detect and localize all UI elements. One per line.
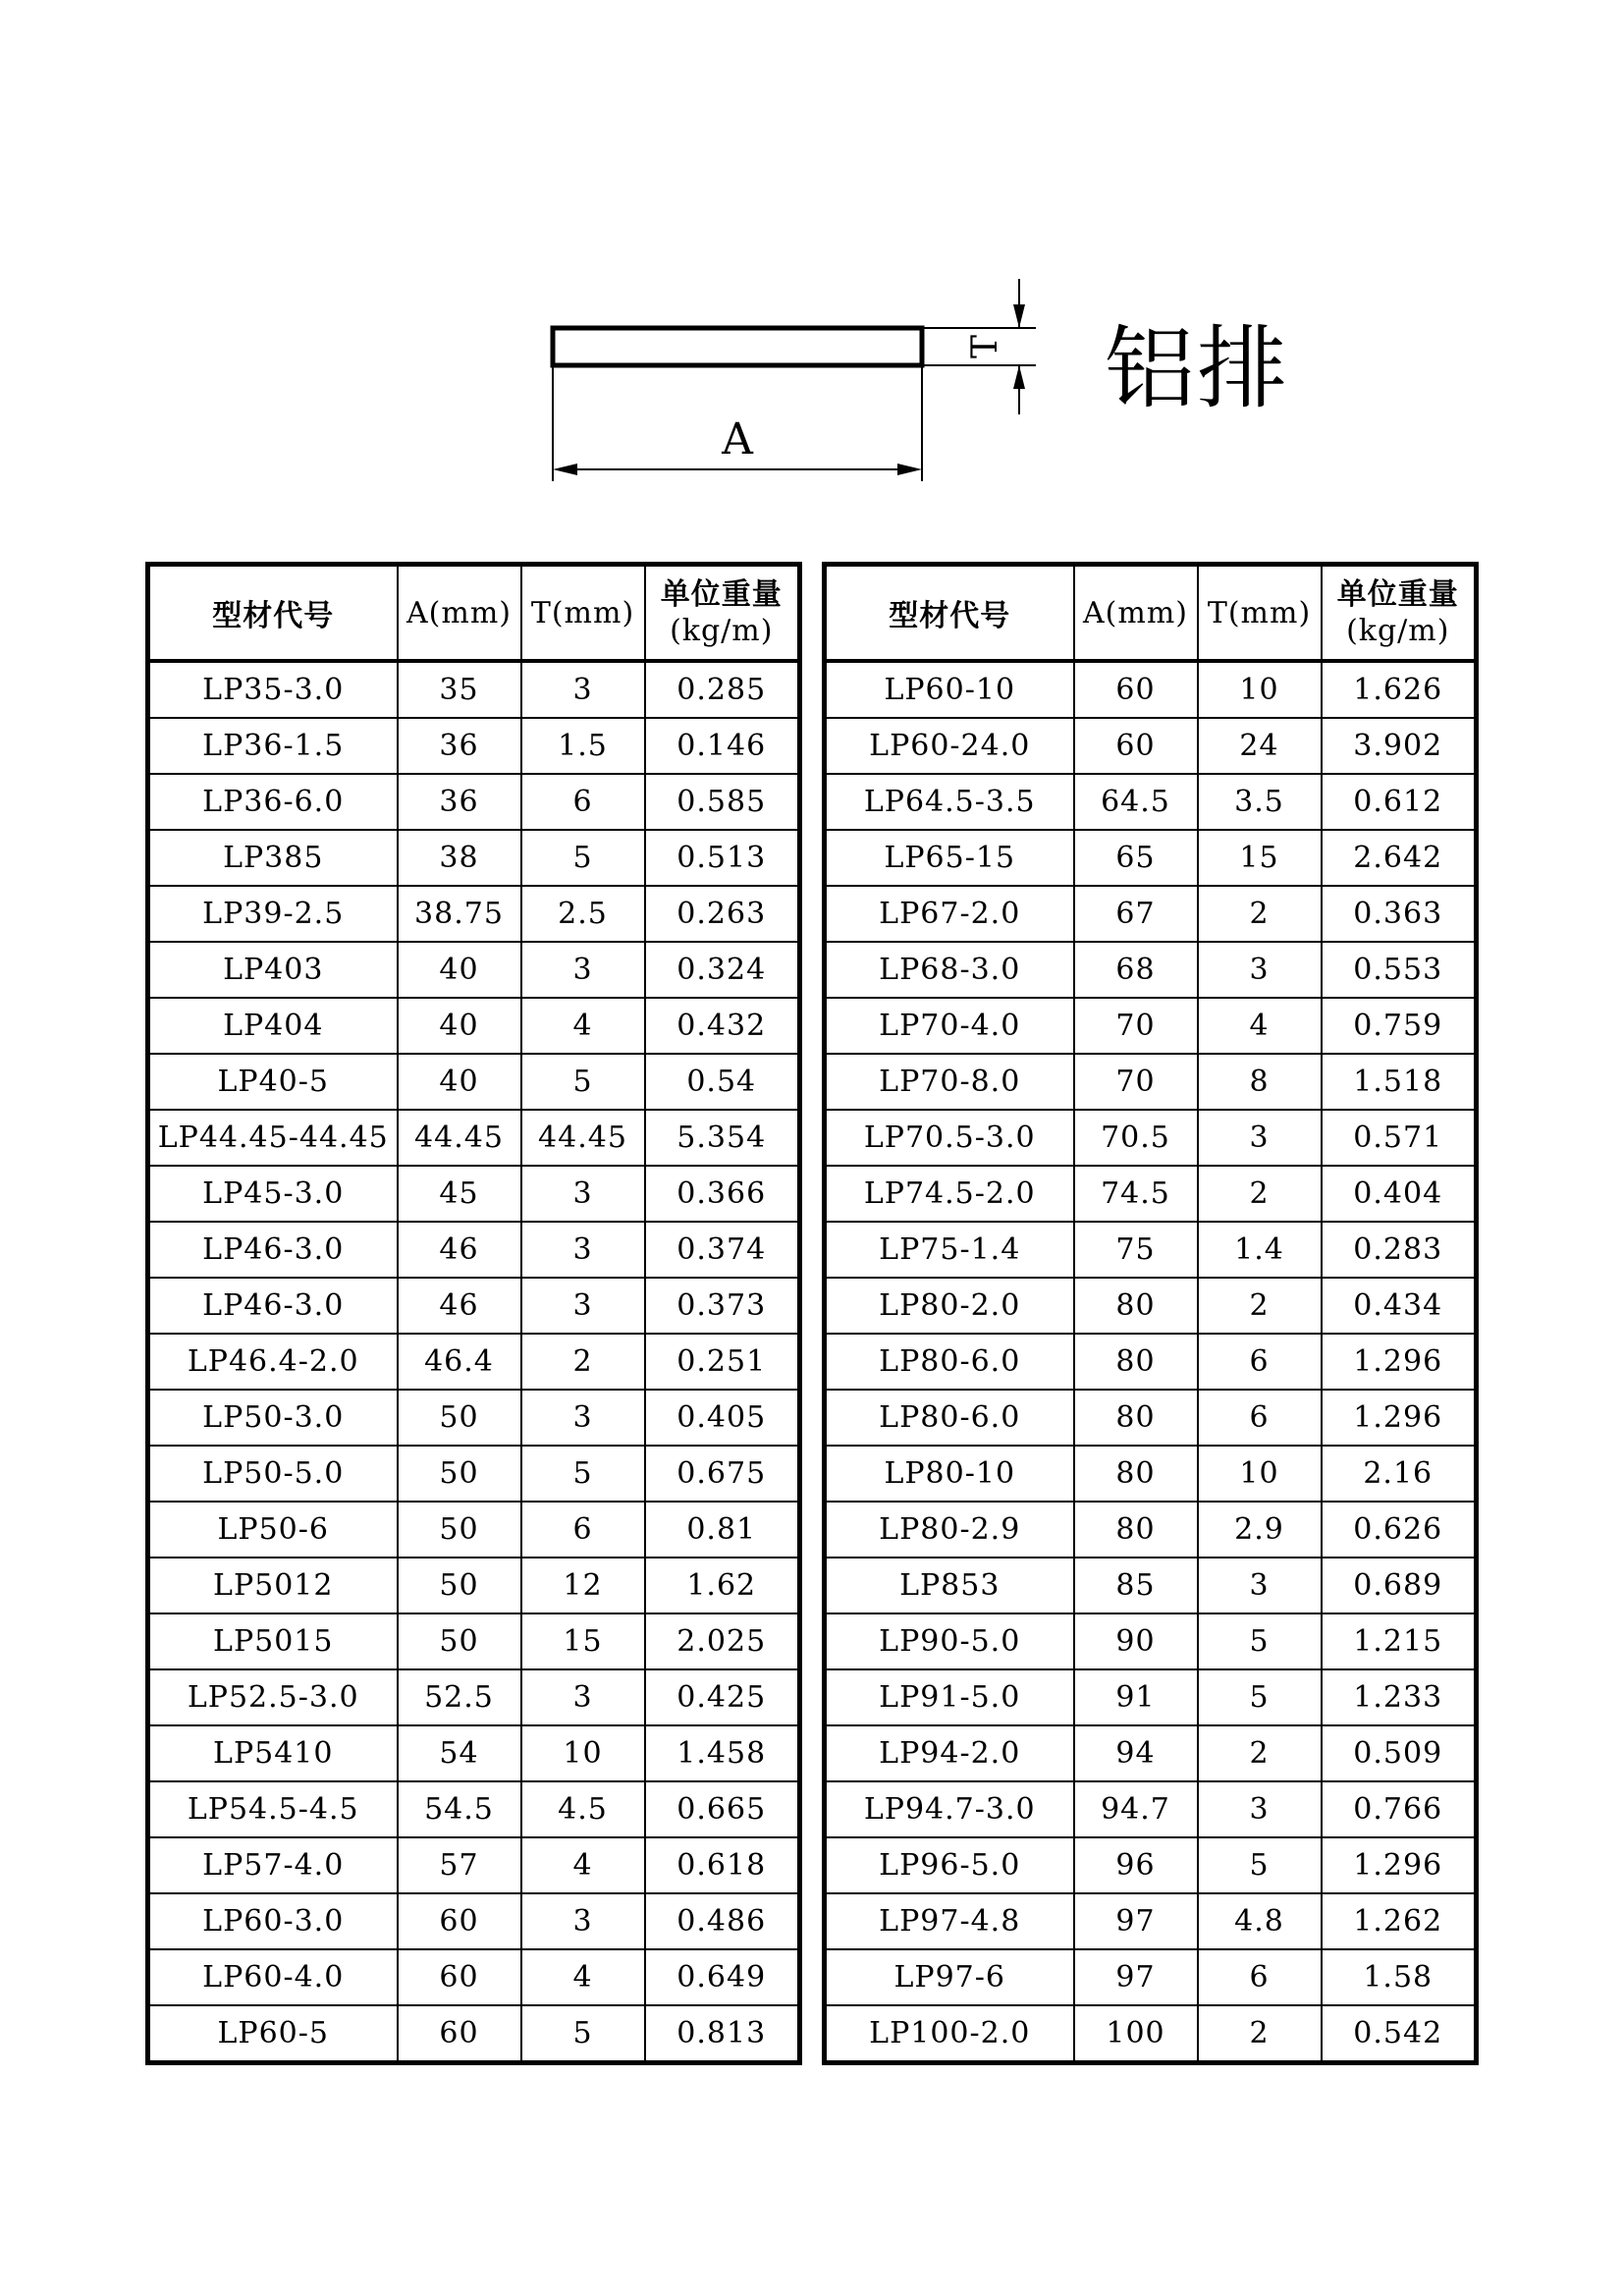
cell-width: 46 (398, 1222, 521, 1278)
cell-width: 74.5 (1074, 1166, 1198, 1222)
header-unit-weight: 单位重量 (kg/m) (1322, 565, 1477, 662)
cell-unit-weight: 1.62 (645, 1558, 800, 1613)
table-row (825, 2005, 1477, 2063)
page-title: 铝排 (1105, 316, 1290, 421)
table-row (148, 1054, 800, 1110)
cell-profile-code: LP5410 (148, 1725, 398, 1781)
cell-unit-weight: 0.626 (1322, 1502, 1477, 1558)
cell-thickness: 5 (1198, 1669, 1322, 1725)
cell-profile-code: LP853 (825, 1558, 1074, 1613)
cell-width: 80 (1074, 1334, 1198, 1390)
cell-width: 70 (1074, 998, 1198, 1054)
table-row (825, 718, 1477, 774)
cell-unit-weight: 0.434 (1322, 1278, 1477, 1334)
table-header-row (825, 565, 1477, 662)
cell-unit-weight: 1.296 (1322, 1837, 1477, 1893)
header-thickness: T(mm) (521, 565, 645, 662)
cell-unit-weight: 0.618 (645, 1837, 800, 1893)
table-row (148, 1446, 800, 1502)
cell-thickness: 2.5 (521, 886, 645, 942)
cell-width: 67 (1074, 886, 1198, 942)
cell-profile-code: LP385 (148, 830, 398, 886)
cell-width: 80 (1074, 1446, 1198, 1502)
cell-unit-weight: 0.283 (1322, 1222, 1477, 1278)
cell-unit-weight: 1.296 (1322, 1334, 1477, 1390)
cell-unit-weight: 0.146 (645, 718, 800, 774)
cell-unit-weight: 1.233 (1322, 1669, 1477, 1725)
cell-thickness: 6 (1198, 1390, 1322, 1446)
cell-unit-weight: 1.296 (1322, 1390, 1477, 1446)
cell-width: 50 (398, 1446, 521, 1502)
cell-unit-weight: 2.642 (1322, 830, 1477, 886)
cell-unit-weight: 0.509 (1322, 1725, 1477, 1781)
table-row (825, 1837, 1477, 1893)
cell-unit-weight: 0.513 (645, 830, 800, 886)
cell-thickness: 4 (521, 1837, 645, 1893)
table-row (148, 1166, 800, 1222)
cell-width: 45 (398, 1166, 521, 1222)
cell-unit-weight: 0.571 (1322, 1110, 1477, 1166)
cell-thickness: 10 (521, 1725, 645, 1781)
cell-width: 44.45 (398, 1110, 521, 1166)
cell-profile-code: LP44.45-44.45 (148, 1110, 398, 1166)
cell-profile-code: LP64.5-3.5 (825, 774, 1074, 830)
cell-thickness: 5 (1198, 1613, 1322, 1669)
cell-unit-weight: 0.405 (645, 1390, 800, 1446)
cell-thickness: 15 (1198, 830, 1322, 886)
table-row (825, 774, 1477, 830)
cell-width: 60 (1074, 661, 1198, 718)
cell-width: 36 (398, 718, 521, 774)
cell-unit-weight: 0.363 (1322, 886, 1477, 942)
cell-width: 70 (1074, 1054, 1198, 1110)
table-row (825, 998, 1477, 1054)
cell-unit-weight: 1.215 (1322, 1613, 1477, 1669)
cell-profile-code: LP60-4.0 (148, 1949, 398, 2005)
cell-thickness: 2 (1198, 2005, 1322, 2063)
table-row (825, 1446, 1477, 1502)
cell-unit-weight: 1.58 (1322, 1949, 1477, 2005)
cell-profile-code: LP75-1.4 (825, 1222, 1074, 1278)
cell-thickness: 5 (521, 1054, 645, 1110)
cell-unit-weight: 5.354 (645, 1110, 800, 1166)
table-row (825, 1558, 1477, 1613)
cell-thickness: 10 (1198, 1446, 1322, 1502)
cell-unit-weight: 0.374 (645, 1222, 800, 1278)
cell-thickness: 3 (521, 1669, 645, 1725)
table-row (825, 1502, 1477, 1558)
cell-profile-code: LP97-6 (825, 1949, 1074, 2005)
table-row (148, 1613, 800, 1669)
cell-width: 52.5 (398, 1669, 521, 1725)
cell-width: 80 (1074, 1502, 1198, 1558)
cell-profile-code: LP403 (148, 942, 398, 998)
cell-width: 80 (1074, 1278, 1198, 1334)
spec-table-left (145, 562, 802, 2065)
cell-profile-code: LP80-2.9 (825, 1502, 1074, 1558)
cell-profile-code: LP97-4.8 (825, 1893, 1074, 1949)
table-row (825, 1390, 1477, 1446)
cell-width: 96 (1074, 1837, 1198, 1893)
table-row (148, 942, 800, 998)
cell-profile-code: LP40-5 (148, 1054, 398, 1110)
cell-thickness: 6 (1198, 1334, 1322, 1390)
table-row (825, 1893, 1477, 1949)
header-width: A(mm) (398, 565, 521, 662)
cell-thickness: 3 (1198, 1558, 1322, 1613)
cell-unit-weight: 0.263 (645, 886, 800, 942)
cell-profile-code: LP36-1.5 (148, 718, 398, 774)
cell-unit-weight: 2.16 (1322, 1446, 1477, 1502)
cell-width: 97 (1074, 1949, 1198, 2005)
cell-width: 94 (1074, 1725, 1198, 1781)
cell-profile-code: LP80-6.0 (825, 1334, 1074, 1390)
cell-width: 57 (398, 1837, 521, 1893)
cell-thickness: 6 (521, 1502, 645, 1558)
cell-width: 60 (398, 2005, 521, 2063)
cell-width: 40 (398, 1054, 521, 1110)
cell-unit-weight: 0.486 (645, 1893, 800, 1949)
cell-unit-weight: 0.675 (645, 1446, 800, 1502)
cell-profile-code: LP70.5-3.0 (825, 1110, 1074, 1166)
cell-profile-code: LP45-3.0 (148, 1166, 398, 1222)
cell-unit-weight: 0.285 (645, 661, 800, 718)
cell-profile-code: LP91-5.0 (825, 1669, 1074, 1725)
cell-unit-weight: 0.251 (645, 1334, 800, 1390)
cell-unit-weight: 0.366 (645, 1166, 800, 1222)
cell-unit-weight: 0.542 (1322, 2005, 1477, 2063)
table-row (825, 1669, 1477, 1725)
cell-width: 60 (1074, 718, 1198, 774)
cell-profile-code: LP70-8.0 (825, 1054, 1074, 1110)
table-row (825, 1222, 1477, 1278)
table-row (825, 661, 1477, 718)
cell-thickness: 5 (521, 1446, 645, 1502)
table-row (148, 1110, 800, 1166)
cell-thickness: 15 (521, 1613, 645, 1669)
cell-profile-code: LP46-3.0 (148, 1278, 398, 1334)
cell-thickness: 5 (521, 830, 645, 886)
cell-profile-code: LP60-24.0 (825, 718, 1074, 774)
cell-thickness: 3 (1198, 942, 1322, 998)
cell-profile-code: LP80-2.0 (825, 1278, 1074, 1334)
cell-profile-code: LP5012 (148, 1558, 398, 1613)
table-row (825, 1110, 1477, 1166)
cell-width: 36 (398, 774, 521, 830)
table-row (825, 1334, 1477, 1390)
table-row (148, 1558, 800, 1613)
cell-thickness: 5 (1198, 1837, 1322, 1893)
cell-profile-code: LP100-2.0 (825, 2005, 1074, 2063)
cell-thickness: 2 (1198, 1166, 1322, 1222)
cell-profile-code: LP39-2.5 (148, 886, 398, 942)
cell-unit-weight: 0.766 (1322, 1781, 1477, 1837)
cell-profile-code: LP60-10 (825, 661, 1074, 718)
header-thickness: T(mm) (1198, 565, 1322, 662)
spec-table-right (822, 562, 1479, 2065)
header-profile-code: 型材代号 (825, 565, 1074, 662)
cell-unit-weight: 0.81 (645, 1502, 800, 1558)
cell-profile-code: LP94-2.0 (825, 1725, 1074, 1781)
cell-unit-weight: 1.626 (1322, 661, 1477, 718)
cell-thickness: 6 (1198, 1949, 1322, 2005)
cell-thickness: 3 (521, 1390, 645, 1446)
width-arrow-right (897, 464, 922, 475)
cell-thickness: 3 (1198, 1110, 1322, 1166)
thickness-arrow-top (1013, 304, 1025, 328)
table-row (148, 1278, 800, 1334)
cell-unit-weight: 3.902 (1322, 718, 1477, 774)
cell-thickness: 6 (521, 774, 645, 830)
cell-profile-code: LP90-5.0 (825, 1613, 1074, 1669)
table-row (825, 1725, 1477, 1781)
cell-profile-code: LP96-5.0 (825, 1837, 1074, 1893)
cell-thickness: 8 (1198, 1054, 1322, 1110)
cell-thickness: 2 (1198, 1725, 1322, 1781)
cell-profile-code: LP36-6.0 (148, 774, 398, 830)
cell-width: 80 (1074, 1390, 1198, 1446)
cell-thickness: 3 (521, 1893, 645, 1949)
cell-width: 40 (398, 998, 521, 1054)
cell-thickness: 12 (521, 1558, 645, 1613)
cell-thickness: 1.5 (521, 718, 645, 774)
cell-unit-weight: 1.518 (1322, 1054, 1477, 1110)
table-row (148, 1390, 800, 1446)
table-row (148, 774, 800, 830)
table-row (825, 942, 1477, 998)
cell-width: 35 (398, 661, 521, 718)
cell-unit-weight: 1.458 (645, 1725, 800, 1781)
cell-thickness: 2 (1198, 886, 1322, 942)
cell-profile-code: LP68-3.0 (825, 942, 1074, 998)
cell-thickness: 3 (521, 661, 645, 718)
thickness-label: T (965, 334, 1005, 359)
cell-profile-code: LP94.7-3.0 (825, 1781, 1074, 1837)
table-row (148, 1222, 800, 1278)
cell-profile-code: LP50-3.0 (148, 1390, 398, 1446)
cell-profile-code: LP52.5-3.0 (148, 1669, 398, 1725)
cell-unit-weight: 0.585 (645, 774, 800, 830)
table-row (148, 1669, 800, 1725)
cell-thickness: 4.8 (1198, 1893, 1322, 1949)
table-row (148, 1725, 800, 1781)
cell-unit-weight: 0.54 (645, 1054, 800, 1110)
cell-thickness: 24 (1198, 718, 1322, 774)
thickness-arrow-bottom (1013, 365, 1025, 389)
table-row (148, 661, 800, 718)
cell-width: 50 (398, 1502, 521, 1558)
table-row (825, 1781, 1477, 1837)
table-row (148, 1949, 800, 2005)
cell-thickness: 4.5 (521, 1781, 645, 1837)
table-row (148, 1334, 800, 1390)
cell-unit-weight: 0.612 (1322, 774, 1477, 830)
cell-width: 40 (398, 942, 521, 998)
cell-profile-code: LP54.5-4.5 (148, 1781, 398, 1837)
cell-width: 46.4 (398, 1334, 521, 1390)
width-label: A (722, 414, 753, 465)
cell-thickness: 3.5 (1198, 774, 1322, 830)
cell-unit-weight: 0.432 (645, 998, 800, 1054)
cell-unit-weight: 0.425 (645, 1669, 800, 1725)
table-row (148, 1781, 800, 1837)
cell-width: 60 (398, 1949, 521, 2005)
cell-width: 50 (398, 1613, 521, 1669)
cell-width: 70.5 (1074, 1110, 1198, 1166)
cell-profile-code: LP60-3.0 (148, 1893, 398, 1949)
cell-thickness: 1.4 (1198, 1222, 1322, 1278)
cell-profile-code: LP74.5-2.0 (825, 1166, 1074, 1222)
cell-unit-weight: 0.759 (1322, 998, 1477, 1054)
table-row (825, 1949, 1477, 2005)
cell-width: 75 (1074, 1222, 1198, 1278)
width-arrow-left (553, 464, 577, 475)
cell-profile-code: LP35-3.0 (148, 661, 398, 718)
cell-thickness: 3 (521, 942, 645, 998)
cell-width: 97 (1074, 1893, 1198, 1949)
aluminum-bar-cross-section-diagram (0, 0, 1623, 511)
cell-thickness: 5 (521, 2005, 645, 2063)
cell-profile-code: LP46.4-2.0 (148, 1334, 398, 1390)
cell-unit-weight: 0.373 (645, 1278, 800, 1334)
cell-profile-code: LP70-4.0 (825, 998, 1074, 1054)
cell-thickness: 3 (521, 1166, 645, 1222)
cell-width: 85 (1074, 1558, 1198, 1613)
header-unit-weight: 单位重量 (kg/m) (645, 565, 800, 662)
cell-unit-weight: 0.324 (645, 942, 800, 998)
header-width: A(mm) (1074, 565, 1198, 662)
bar-profile (553, 328, 922, 365)
table-row (148, 2005, 800, 2063)
table-row (148, 718, 800, 774)
cell-thickness: 2 (521, 1334, 645, 1390)
cell-unit-weight: 0.813 (645, 2005, 800, 2063)
cell-unit-weight: 0.649 (645, 1949, 800, 2005)
header-profile-code: 型材代号 (148, 565, 398, 662)
table-row (825, 1166, 1477, 1222)
cell-thickness: 10 (1198, 661, 1322, 718)
cell-unit-weight: 1.262 (1322, 1893, 1477, 1949)
cell-width: 91 (1074, 1669, 1198, 1725)
cell-profile-code: LP80-10 (825, 1446, 1074, 1502)
table-row (148, 886, 800, 942)
cell-width: 46 (398, 1278, 521, 1334)
cell-width: 50 (398, 1558, 521, 1613)
cell-thickness: 4 (1198, 998, 1322, 1054)
cell-width: 65 (1074, 830, 1198, 886)
cell-profile-code: LP46-3.0 (148, 1222, 398, 1278)
cell-width: 90 (1074, 1613, 1198, 1669)
cell-thickness: 4 (521, 998, 645, 1054)
table-row (825, 830, 1477, 886)
cell-width: 68 (1074, 942, 1198, 998)
cell-width: 64.5 (1074, 774, 1198, 830)
cell-profile-code: LP50-5.0 (148, 1446, 398, 1502)
cell-unit-weight: 0.404 (1322, 1166, 1477, 1222)
cell-unit-weight: 0.665 (645, 1781, 800, 1837)
cell-thickness: 3 (1198, 1781, 1322, 1837)
cell-width: 38 (398, 830, 521, 886)
table-row (148, 1837, 800, 1893)
cell-profile-code: LP80-6.0 (825, 1390, 1074, 1446)
cell-profile-code: LP5015 (148, 1613, 398, 1669)
table-row (825, 1613, 1477, 1669)
cell-thickness: 44.45 (521, 1110, 645, 1166)
cell-profile-code: LP50-6 (148, 1502, 398, 1558)
cell-unit-weight: 0.689 (1322, 1558, 1477, 1613)
cell-width: 38.75 (398, 886, 521, 942)
cell-thickness: 3 (521, 1278, 645, 1334)
table-row (148, 998, 800, 1054)
cell-profile-code: LP57-4.0 (148, 1837, 398, 1893)
cell-width: 50 (398, 1390, 521, 1446)
table-row (825, 886, 1477, 942)
cell-width: 54 (398, 1725, 521, 1781)
cell-thickness: 2 (1198, 1278, 1322, 1334)
cell-profile-code: LP67-2.0 (825, 886, 1074, 942)
cell-width: 60 (398, 1893, 521, 1949)
cell-thickness: 4 (521, 1949, 645, 2005)
table-row (825, 1278, 1477, 1334)
table-row (825, 1054, 1477, 1110)
table-header-row (148, 565, 800, 662)
cell-width: 100 (1074, 2005, 1198, 2063)
table-row (148, 1893, 800, 1949)
table-row (148, 830, 800, 886)
cell-profile-code: LP65-15 (825, 830, 1074, 886)
cell-profile-code: LP404 (148, 998, 398, 1054)
cell-thickness: 2.9 (1198, 1502, 1322, 1558)
table-row (148, 1502, 800, 1558)
cell-unit-weight: 0.553 (1322, 942, 1477, 998)
cell-profile-code: LP60-5 (148, 2005, 398, 2063)
cell-thickness: 3 (521, 1222, 645, 1278)
cell-unit-weight: 2.025 (645, 1613, 800, 1669)
cell-width: 54.5 (398, 1781, 521, 1837)
cell-width: 94.7 (1074, 1781, 1198, 1837)
